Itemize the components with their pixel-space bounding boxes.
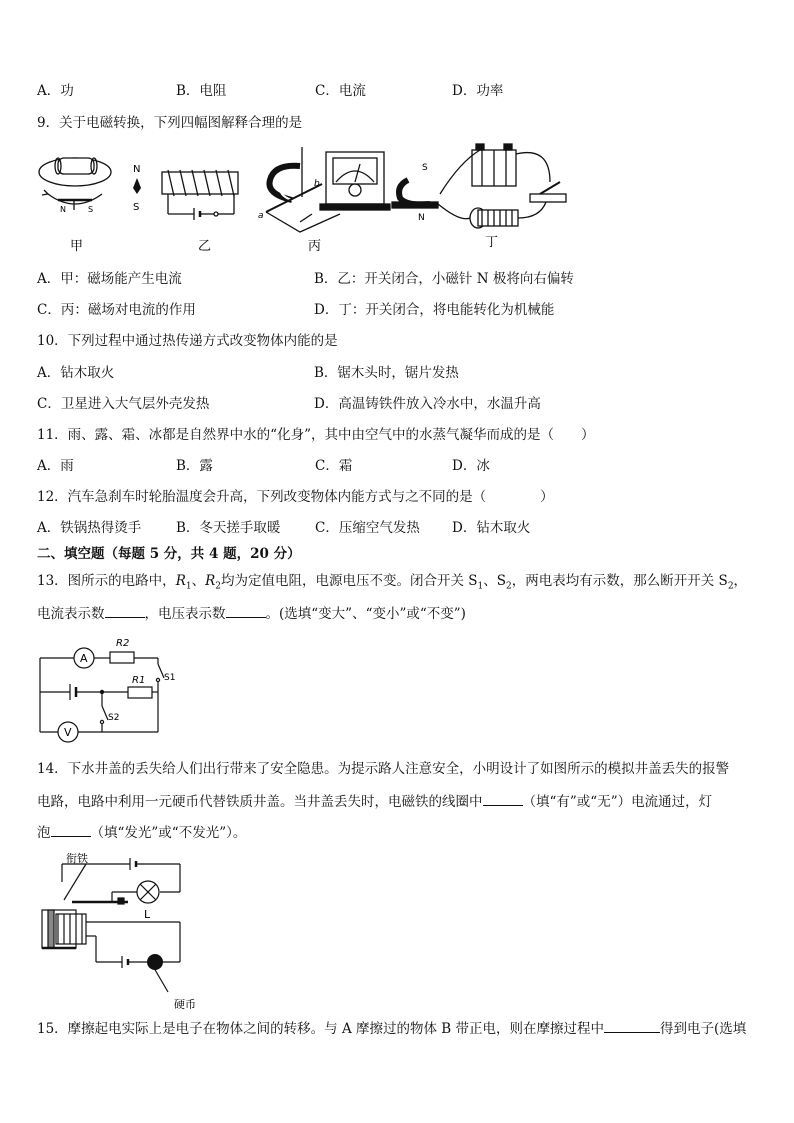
- q13-text-h: 。(选填“变大”、“变小”或“不变”): [265, 606, 466, 622]
- q14-text-a: 电路，电路中利用一元硬币代替铁质井盖。当井盖丢失时，电磁铁的线圈中: [37, 794, 483, 810]
- q14-line-1: 14．下水井盖的丢失给人们出行带来了安全隐患。为提示路人注意安全，小明设计了如图所示的模拟井盖丢失的报警: [37, 761, 730, 777]
- needle-s-label: S: [133, 202, 140, 213]
- q10-option-c: C．卫星进入大气层外壳发热: [37, 396, 210, 412]
- r1-resistor: [128, 687, 152, 698]
- q11-option-b: B．露: [176, 458, 213, 474]
- q8-option-a: A．功: [37, 83, 74, 99]
- q11-option-d: D．冰: [452, 458, 490, 474]
- q13-s1-sub: 1: [477, 581, 484, 592]
- q13-sep: 、: [191, 573, 206, 589]
- q8-option-b: B．电阻: [176, 83, 227, 99]
- q13-s2-sub: 2: [506, 581, 512, 592]
- needle-n-label: N: [133, 164, 141, 175]
- fig-label-ding: 丁: [485, 235, 499, 250]
- rod-b-label: b: [314, 179, 320, 189]
- armature-label: 衔铁: [66, 852, 88, 865]
- fig-label-yi: 乙: [198, 239, 212, 254]
- r2-resistor: [110, 652, 134, 663]
- compass-s-label: S: [88, 205, 94, 214]
- q9-option-d: D．丁：开关闭合，将电能转化为机械能: [314, 302, 555, 318]
- q14-alarm-circuit: [34, 852, 194, 1012]
- q12-option-a: A．铁锅热得烫手: [37, 520, 142, 536]
- q9-stem: 9．关于电磁转换，下列四幅图解释合理的是: [37, 115, 303, 131]
- q13-blank-voltage[interactable]: [226, 603, 266, 618]
- r1-label: R1: [132, 675, 146, 686]
- q14-blank-current[interactable]: [483, 791, 523, 806]
- q13-line-1: [37, 572, 747, 596]
- q13-r2: R: [205, 573, 216, 589]
- magnet-n-label: N: [418, 213, 425, 223]
- fig-bing: [266, 147, 390, 232]
- q13-s2-sub-b: 2: [727, 581, 734, 592]
- q13-text-g: ，电压表示数: [144, 606, 226, 622]
- q14-line-2: [37, 791, 712, 811]
- q9-option-a: A．甲：磁场能产生电流: [37, 271, 182, 287]
- q10-option-d: D．高温铸铁件放入冷水中，水温升高: [314, 396, 541, 412]
- q12-option-d: D．钻木取火: [452, 520, 531, 536]
- q12-stem: 12．汽车急刹车时轮胎温度会升高，下列改变物体内能方式与之不同的是（ ）: [37, 489, 554, 505]
- q9-option-c: C．丙：磁场对电流的作用: [37, 302, 196, 318]
- q13-r2-sub: 2: [215, 581, 221, 592]
- q13-text-c: 、S: [483, 573, 507, 589]
- rod-a-label: a: [258, 211, 264, 221]
- q13-text-e: ，: [733, 573, 748, 589]
- fig-label-bing: 丙: [308, 239, 322, 254]
- fig-jia: [39, 158, 111, 210]
- q11-option-c: C．霜: [315, 458, 353, 474]
- q12-option-c: C．压缩空气发热: [315, 520, 420, 536]
- q14-line-3: [37, 822, 246, 842]
- q12-option-b: B．冬天搓手取暖: [176, 520, 281, 536]
- q10-stem: 10．下列过程中通过热传递方式改变物体内能的是: [37, 333, 338, 349]
- q15-text-b: 得到电子(选填: [660, 1021, 747, 1037]
- q9-figures: [30, 142, 590, 258]
- s1-label: S1: [164, 673, 176, 683]
- q13-circuit: [36, 632, 176, 748]
- q13-text-d: ，两电表均有示数，那么断开开关 S: [511, 573, 728, 589]
- ammeter-label: A: [80, 652, 88, 665]
- q14-text-b: （填“有”或“无”）电流通过，灯: [522, 794, 713, 810]
- s2-label: S2: [108, 713, 120, 723]
- q13-blank-current[interactable]: [105, 603, 145, 618]
- q10-option-b: B．锯木头时，锯片发热: [314, 365, 459, 381]
- compass-n-label: N: [60, 205, 66, 214]
- voltmeter-label: V: [64, 726, 72, 739]
- coin-symbol: [147, 954, 163, 970]
- r2-label: R2: [116, 638, 130, 649]
- q8-option-c: C．电流: [315, 83, 366, 99]
- magnet-s-label: S: [422, 163, 428, 173]
- fig-yi: [162, 170, 238, 220]
- q14-blank-lamp[interactable]: [51, 822, 91, 837]
- q9-option-b: B．乙：开关闭合，小磁针 N 极将向右偏转: [314, 271, 574, 287]
- q15-line-1: [37, 1018, 746, 1038]
- coin-label: 硬币: [174, 998, 196, 1011]
- section-2-heading: 二、填空题（每题 5 分，共 4 题，20 分）: [37, 546, 301, 562]
- q10-option-a: A．钻木取火: [37, 365, 115, 381]
- q13-r1-sub: 1: [185, 581, 192, 592]
- q14-text-d: （填“发光”或“不发光”）。: [90, 825, 247, 841]
- q15-text-a: 15．摩擦起电实际上是电子在物体之间的转移。与 A 摩擦过的物体 B 带正电，则在摩擦过程中: [37, 1021, 605, 1037]
- q8-option-d: D．功率: [452, 83, 504, 99]
- q13-text-a: 13．图所示的电路中，: [37, 573, 176, 589]
- q11-stem: 11．雨、露、霜、冰都是自然界中水的“化身”，其中由空气中的水蒸气凝华而成的是（ ）: [37, 427, 595, 443]
- lamp-label: L: [144, 908, 151, 921]
- fig-label-jia: 甲: [70, 239, 84, 254]
- q13-line-2: [37, 603, 466, 623]
- q13-text-f: 电流表示数: [37, 606, 105, 622]
- q14-text-c: 泡: [37, 825, 51, 841]
- q13-r1: R: [175, 573, 186, 589]
- q15-blank[interactable]: [604, 1018, 660, 1033]
- q11-option-a: A．雨: [37, 458, 74, 474]
- q13-text-b: 均为定值电阻，电源电压不变。闭合开关 S: [221, 573, 478, 589]
